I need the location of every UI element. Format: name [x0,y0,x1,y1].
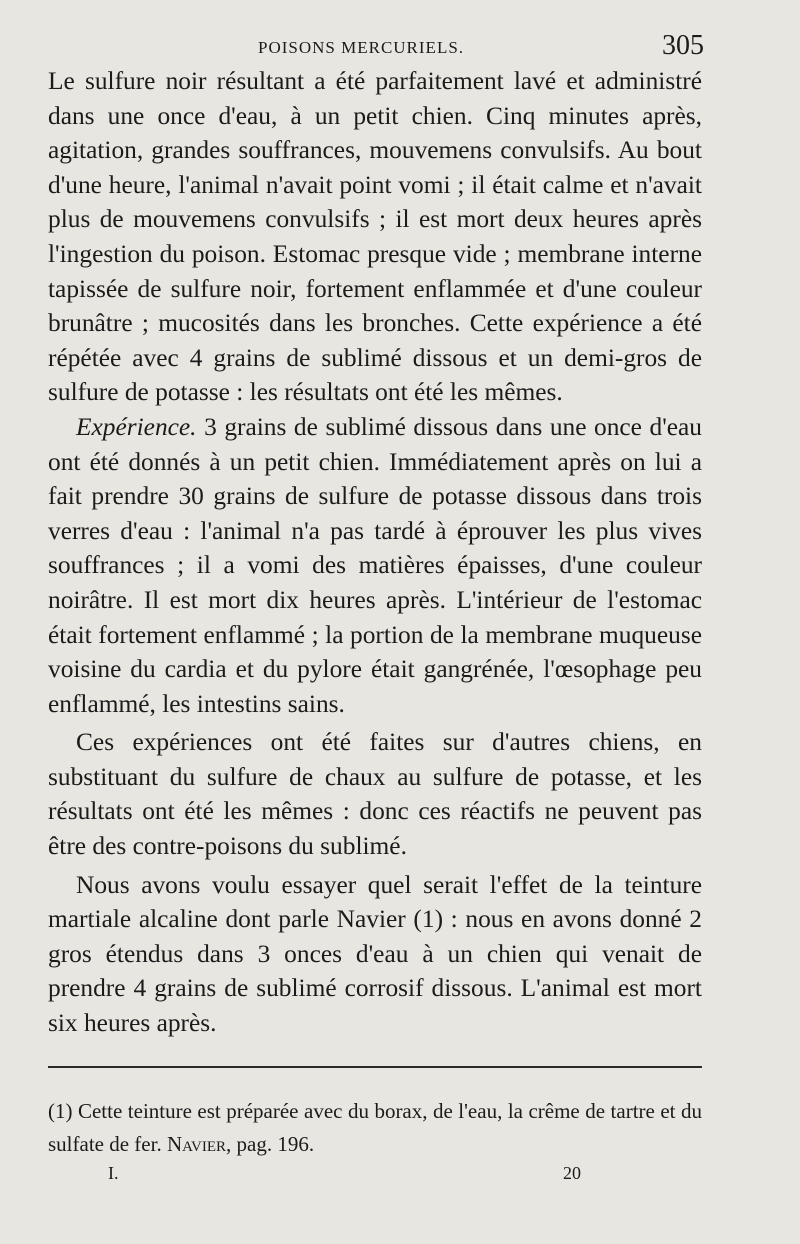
footnote-ref: , pag. 196. [226,1132,315,1156]
paragraph-3: Ces expériences ont été faites sur d'autres chiens, en substituant du sulfure de chaux au sulfure de potasse, et les résultats ont été les mêmes : donc ces réactifs ne peuvent pas être des contre-poisons du sublimé. [48,728,702,861]
paragraph-2-text: 3 grains de sublimé dissous dans une once d'eau ont été donnés à un petit chien. Immédiatement après on lui a fait prendre 30 grains de sulfure de potasse dissous dans trois verres d'eau : l'animal n'a pas tardé à éprouver les plus vives souffrances ; il a vomi des matières épaisses, d'une couleur noirâtre. Il est mort dix heures après. L'intérieur de l'estomac était fortement enflammé ; la portion de la membrane muqueuse voisine du cardia et du pylore était gangrénée, l'œsophage peu enflammé, les intestins sains. [48,412,703,718]
paragraph-1: Le sulfure noir résultant a été parfaitement lavé et administré dans une once d'eau, à un petit chien. Cinq minutes après, agitation, grandes souffrances, mouvemens convulsifs. Au bout d'une heure, l'animal n'avait point vomi ; il était calme et n'avait plus de mouvemens convulsifs ; il est mort deux heures après l'ingestion du poison. Estomac presque vide ; membrane interne tapissée de sulfure noir, fortement enflammée et d'une couleur brunâtre ; mucosités dans les bronches. Cette expérience a été répétée avec 4 grains de sublimé dissous et un demi-gros de sulfure de potasse : les résultats ont été les mêmes. [48,67,702,407]
page-number: 305 [662,30,704,61]
footnote-author: Navier [166,1132,227,1156]
running-title: POISONS MERCURIELS. [258,38,465,57]
signature-line [48,1163,702,1193]
footnote-divider [48,1066,702,1068]
signature-mark: 20 [563,1163,581,1183]
experience-label: Expérience. [76,412,197,441]
footnote [48,1095,702,1161]
paragraph-4: Nous avons voulu essayer quel serait l'effet de la teinture martiale alcaline dont parle Navier (1) : nous en avons donné 2 gros étendus dans 3 onces d'eau à un chien qui venait de prendre 4 grains de sublimé corrosif dissous. L'animal est mort six heures après. [48,870,702,1038]
footnote-text: (1) Cette teinture est préparée avec du borax, de l'eau, la crême de tartre et du sulfate de fer. [48,1099,702,1156]
signature-volume: I. [108,1163,119,1183]
body-text [48,64,702,1041]
paragraph-2 [48,410,702,721]
